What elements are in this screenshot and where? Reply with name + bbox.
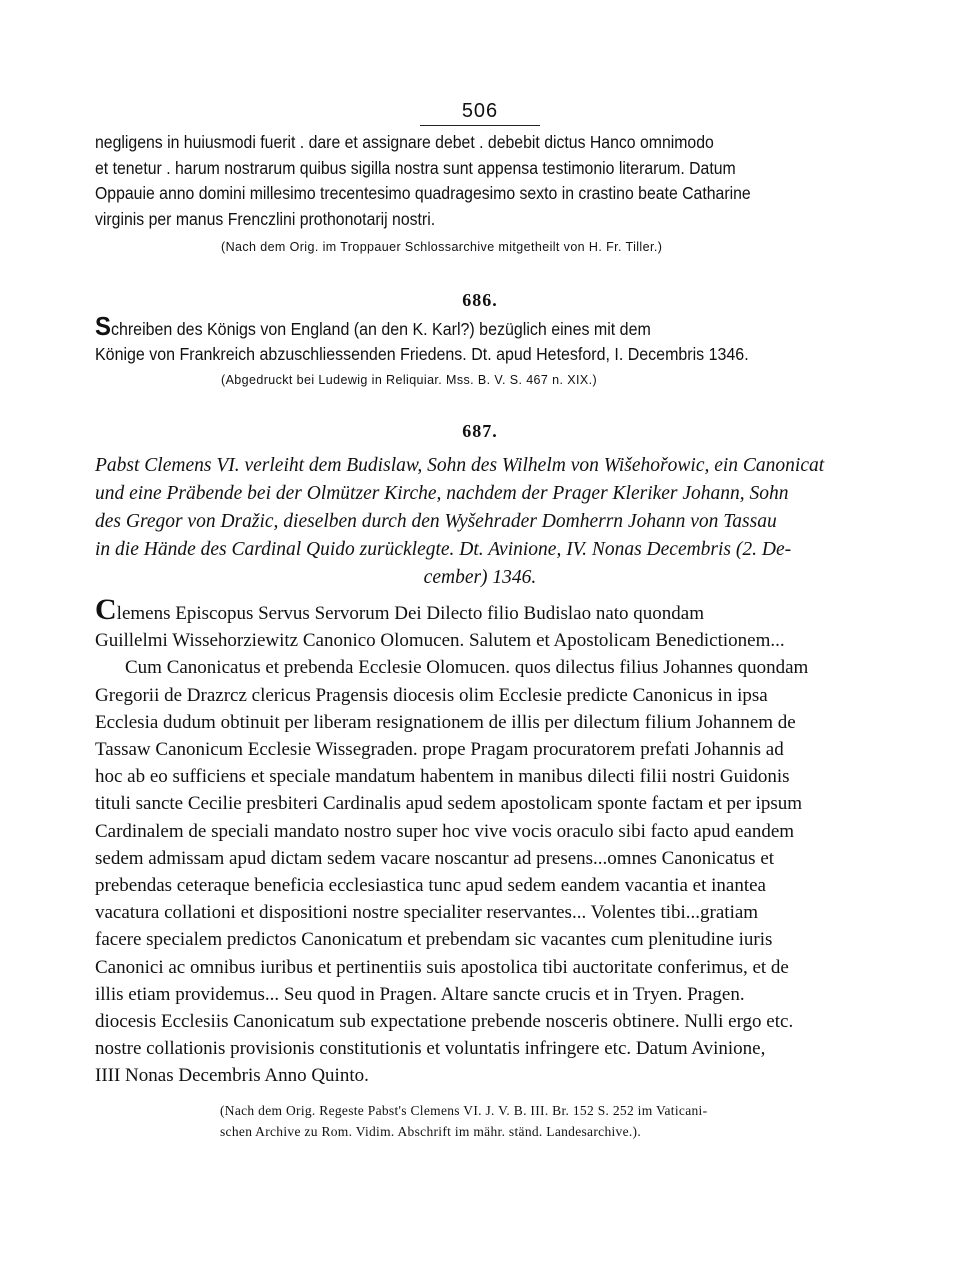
regest-line: des Gregor von Dražic, dieselben durch den Wyšehrader Domherrn Johann von Tassau [95,511,777,532]
text-line: vacatura collationi et dispositioni nostre specialiter reservantes... Volentes tibi...gratiam [95,902,759,924]
source-note: (Nach dem Orig. im Troppauer Schlossarchive mitgetheilt von H. Fr. Tiller.) [221,240,663,254]
charter-text [95,593,865,1090]
text-line: Canonici ac omnibus iuribus et pertinentiis suis apostolica tibi auctoritate conferimus, et de [95,956,789,978]
document-page [95,100,865,1142]
text-line: Gregorii de Drazrcz clericus Pragensis diocesis olim Ecclesie predicte Canonicus in ipsa [95,684,768,706]
text-line: tituli sancte Cecilie presbiteri Cardinalis apud sedem apostolicam sponte factam et per ipsum [95,793,803,815]
text-line: Cum Canonicatus et prebenda Ecclesie Olomucen. quos dilectus filius Johannes quondam [125,657,809,679]
source-note: (Abgedruckt bei Ludewig in Reliquiar. Mss. B. V. S. 467 n. XIX.) [221,373,598,387]
title-line: Könige von Frankreich abzuschliessenden Friedens. Dt. apud Hetesford, I. Decembris 1346. [95,344,749,364]
text-line: IIII Nonas Decembris Anno Quinto. [95,1065,369,1087]
text-line: illis etiam providemus... Seu quod in Pragen. Altare sancte crucis et in Tryen. Pragen. [95,983,745,1005]
drop-capital: S [95,311,111,341]
regest-line: und eine Präbende bei der Olmützer Kirche, nachdem der Prager Kleriker Johann, Sohn [95,483,789,504]
regest-line: cember) 1346. [423,567,537,588]
text-line: virginis per manus Frenczlini prothonotarij nostri. [95,208,436,229]
header-rule [420,125,540,126]
text-line: Ecclesia dudum obtinuit per liberam resignationem de illis per dilectum filium Johannem de [95,711,796,733]
title-line-text: chreiben des Königs von England (an den K. Karl?) bezüglich eines mit dem [110,319,651,339]
drop-capital: C [95,593,117,626]
regest-line: in die Hände des Cardinal Quido zurücklegte. Dt. Avinione, IV. Nonas Decembris (2. De- [95,539,792,560]
note-line: schen Archive zu Rom. Vidim. Abschrift im mähr. ständ. Landesarchive.). [220,1123,642,1139]
document-number: 687. [462,421,498,441]
document-title [95,311,864,367]
page-number: 506 [461,100,499,122]
text-line: facere specialem predictos Canonicatum et prebendam sic vacantes cum plenitudine iuris [95,929,773,951]
text-line: prebendas ceteraque beneficia ecclesiastica tunc apud sedem eandem vacantia et inantea [95,875,766,897]
text-line: hoc ab eo sufficiens et speciale mandatum habentem in manibus dilecti filii nostri Guidonis [95,766,790,788]
text-line: Guillelmi Wissehorziewitz Canonico Olomucen. Salutem et Apostolicam Benedictionem... [95,630,785,652]
title-line [95,311,864,342]
regest-line: Pabst Clemens VI. verleiht dem Budislaw, Sohn des Wilhelm von Wišehořowic, ein Canonicat [95,455,825,476]
regest [95,452,865,592]
document-number: 686. [462,290,498,310]
text-line: Oppauie anno domini millesimo trecentesimo quadragesimo sexto in crastino beate Catharine [95,183,751,203]
text-line: diocesis Ecclesiis Canonicatum sub expectatione prebende nosceris obtinere. Nulli ergo etc. [95,1011,794,1033]
continuation-text [95,130,864,232]
text-line: nostre collationis provisionis constitutionis et voluntatis infringere etc. Datum Avinione, [95,1038,766,1060]
source-note [95,1100,865,1142]
text-line: Cardinalem de speciali mandato nostro super hoc vive vocis oraculo sibi facto apud eandem [95,820,795,842]
text-line [95,593,865,627]
text-line: sedem admissam apud dictam sedem vacare noscantur ad presens...omnes Canonicatus et [95,847,775,869]
text-line: Tassaw Canonicum Ecclesie Wissegraden. prope Pragam procuratorem prefati Johannis ad [95,739,784,761]
text-line-text: lemens Episcopus Servus Servorum Dei Dilecto filio Budislao nato quondam [116,603,705,624]
note-line: (Nach dem Orig. Regeste Pabst's Clemens VI. J. V. B. III. Br. 152 S. 252 im Vaticani- [220,1102,708,1118]
text-line: negligens in huiusmodi fuerit . dare et assignare debet . debebit dictus Hanco omnimodo [95,132,714,152]
text-line: et tenetur . harum nostrarum quibus sigilla nostra sunt appensa testimonio literarum. Datum [95,157,736,178]
